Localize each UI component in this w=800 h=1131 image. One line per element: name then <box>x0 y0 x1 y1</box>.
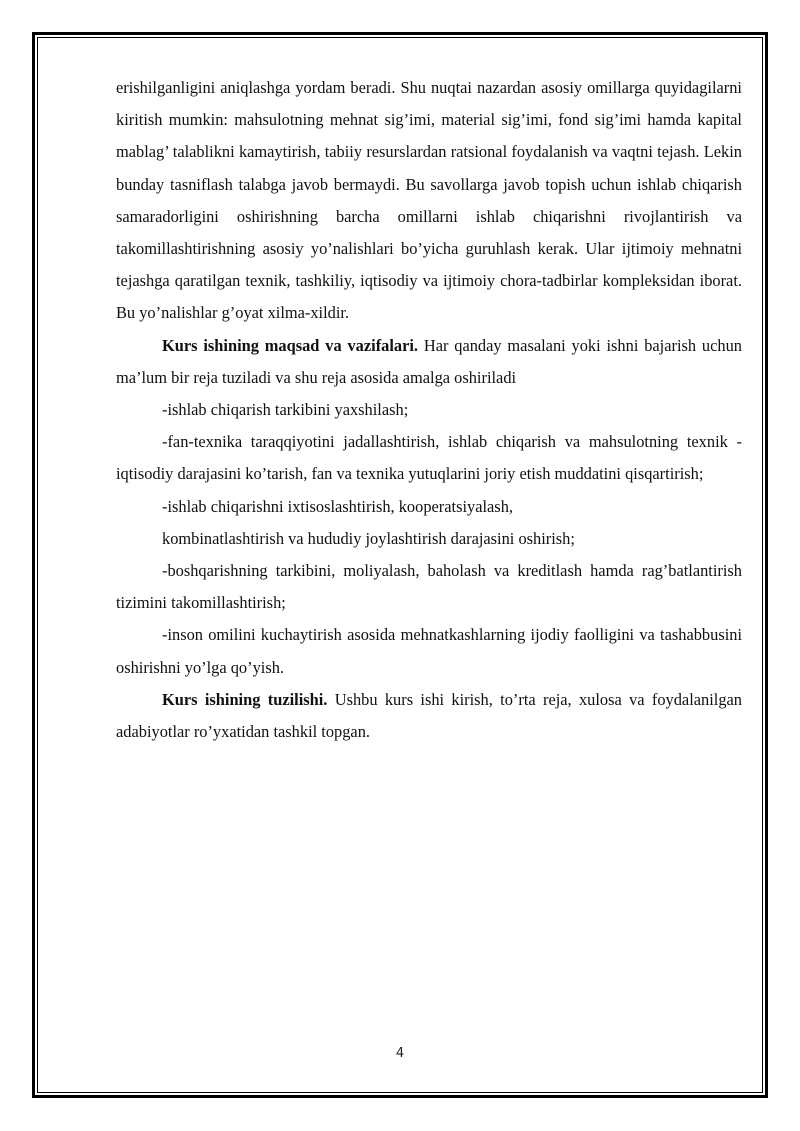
list-item <box>116 491 742 523</box>
document-body <box>116 72 742 748</box>
list-item-text: -boshqarishning tarkibini, moliyalash, baholash va kreditlash hamda rag’batlantirish tizimini takomillashtirish; <box>116 561 742 613</box>
list-item-text: -inson omilini kuchaytirish asosida mehnatkashlarning ijodiy faolligini va tashabbusini oshirishni yo’lga qo’yish. <box>116 625 742 677</box>
section-heading-structure: Kurs ishining tuzilishi. <box>162 689 328 709</box>
list-item-text: -ishlab chiqarishni ixtisoslashtirish, kooperatsiyalash, <box>162 496 513 516</box>
list-item <box>116 619 742 683</box>
list-item <box>116 555 742 619</box>
page-number: 4 <box>395 1046 405 1061</box>
list-item <box>116 523 742 555</box>
list-item <box>116 426 742 490</box>
list-item-text: -fan-texnika taraqqiyotini jadallashtirish, ishlab chiqarish va mahsulotning texnik - iqtisodiy darajasini ko’tarish, fan va texnika yutuqlarini joriy etish muddatini qisqartirish; <box>116 432 742 484</box>
list-item <box>116 394 742 426</box>
paragraph-intro-continuation <box>116 72 742 330</box>
list-item-text: kombinatlashtirish va hududiy joylashtirish darajasini oshirish; <box>162 528 575 548</box>
list-item-text: -ishlab chiqarish tarkibini yaxshilash; <box>162 400 409 420</box>
paragraph-structure <box>116 684 742 748</box>
paragraph-text: Ushbu kurs ishi kirish, to’rta reja, xulosa va foydalanilgan adabiyotlar ro’yxatidan tashkil topgan. <box>116 689 742 742</box>
paragraph-text: erishilganligini aniqlashga yordam beradi. Shu nuqtai nazardan asosiy omillarga quyidagilarni kiritish mumkin: mahsulotning mehnat sig’imi, material sig’imi, fond sig’imi hamda kapital mablag’ talablikni kamaytirish, tabiiy resurslardan ratsional foydalanish va vaqtni tejash. Lekin bunday tasniflash talabga javob bermaydi. Bu savollarga javob topish uchun ishlab chiqarish samaradorligini oshirishning barcha omillarni ishlab chiqarishni rivojlantirish va takomillashtirishning asosiy yo’nalishlari bo’yicha guruhlash kerak. Ular ijtimoiy mehnatni tejashga qaratilgan texnik, tashkiliy, iqtisodiy va ijtimoiy chora-tadbirlar kompleksidan iborat. Bu yo’nalishlar g’oyat xilma-xildir. <box>116 78 742 323</box>
paragraph-goals <box>116 330 742 394</box>
section-heading-goals: Kurs ishining maqsad va vazifalari. <box>162 335 419 355</box>
paragraph-text: Har qanday masalani yoki ishni bajarish uchun ma’lum bir reja tuziladi va shu reja asosida amalga oshiriladi <box>116 335 742 387</box>
